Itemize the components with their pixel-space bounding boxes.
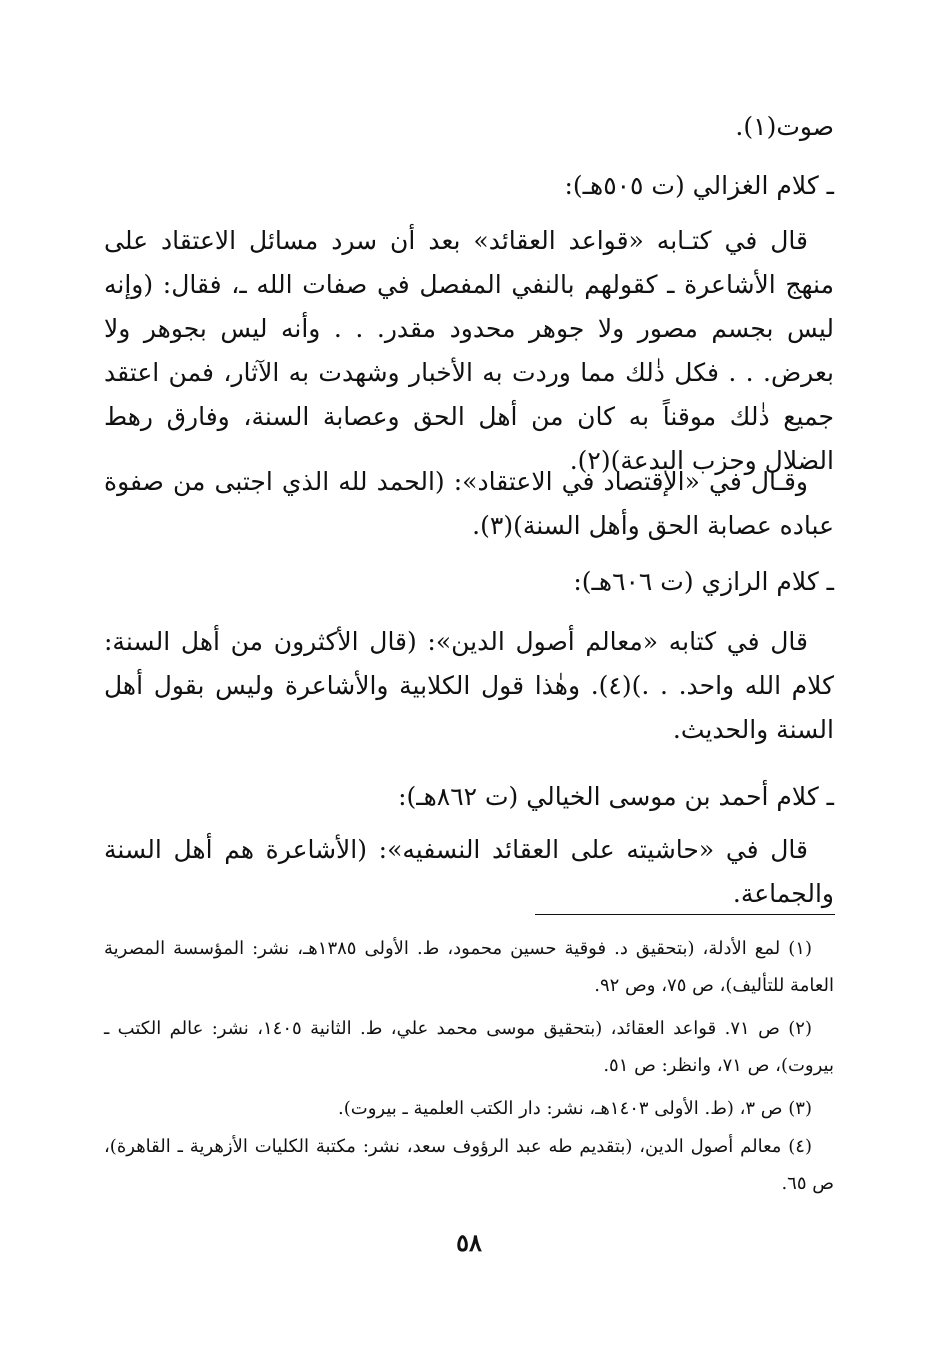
paragraph-ghazali-iqtisad: وقـال في «الإقتصاد في الاعتقاد»: (الحمد لله الذي اجتبى من صفوة عباده عصابة الحق وأهل السنة)(٣). [104, 467, 834, 540]
footnote-divider [535, 914, 835, 915]
section-heading-razi: ـ كلام الرازي (ت ٦٠٦هـ): [573, 567, 834, 596]
footnote-3: (٣) ص ٣، (ط. الأولى ١٤٠٣هـ، نشر: دار الكتب العلمية ـ بيروت). [338, 1098, 812, 1119]
section-heading-ghazali: ـ كلام الغزالي (ت ٥٠٥هـ): [564, 171, 834, 200]
paragraph-ghazali-qawaid: قال في كتـابه «قواعد العقائد» بعد أن سرد مسائل الاعتقاد على منهج الأشاعرة ـ كقولهم بالنفي المفصل في صفات الله ـ، فقال: (وإنه ليس بجسم مصور ولا جوهر محدود مقدر. . . وأنه ليس بجوهر ولا بعرض. . . فكل ذٰلك مما وردت به الأخبار وشهدت به الآثار، فمن اعتقد جميع ذٰلك موقناً به كان من أهل الحق وعصابة السنة، وفارق رهط الضلال وحزب البدعة)(٢). [104, 226, 834, 475]
section-heading-khayali: ـ كلام أحمد بن موسى الخيالي (ت ٨٦٢هـ): [398, 782, 834, 811]
paragraph-razi: قال في كتابه «معالم أصول الدين»: (قال الأكثرون من أهل السنة: كلام الله واحد. . .)(٤). وهٰذا قول الكلابية والأشاعرة وليس بقول أهل السنة والحديث. [104, 627, 834, 744]
footnote-1: (١) لمع الأدلة، (بتحقيق د. فوقية حسين محمود، ط. الأولى ١٣٨٥هـ، نشر: المؤسسة المصرية العامة للتأليف)، ص ٧٥، وص ٩٢. [104, 938, 834, 996]
paragraph-khayali: قال في «حاشيته على العقائد النسفيه»: (الأشاعرة هم أهل السنة والجماعة. [104, 835, 834, 908]
page-number: ٥٨ [456, 1228, 482, 1257]
paragraph-continuation: صوت(١). [735, 112, 834, 141]
footnote-4: (٤) معالم أصول الدين، (بتقديم طه عبد الرؤوف سعد، نشر: مكتبة الكليات الأزهرية ـ القاهرة)، ص ٦٥. [104, 1136, 834, 1194]
footnote-2: (٢) ص ٧١. قواعد العقائد، (بتحقيق موسى محمد علي، ط. الثانية ١٤٠٥، نشر: عالم الكتب ـ بيروت)، ص ٧١، وانظر: ص ٥١. [104, 1018, 834, 1076]
